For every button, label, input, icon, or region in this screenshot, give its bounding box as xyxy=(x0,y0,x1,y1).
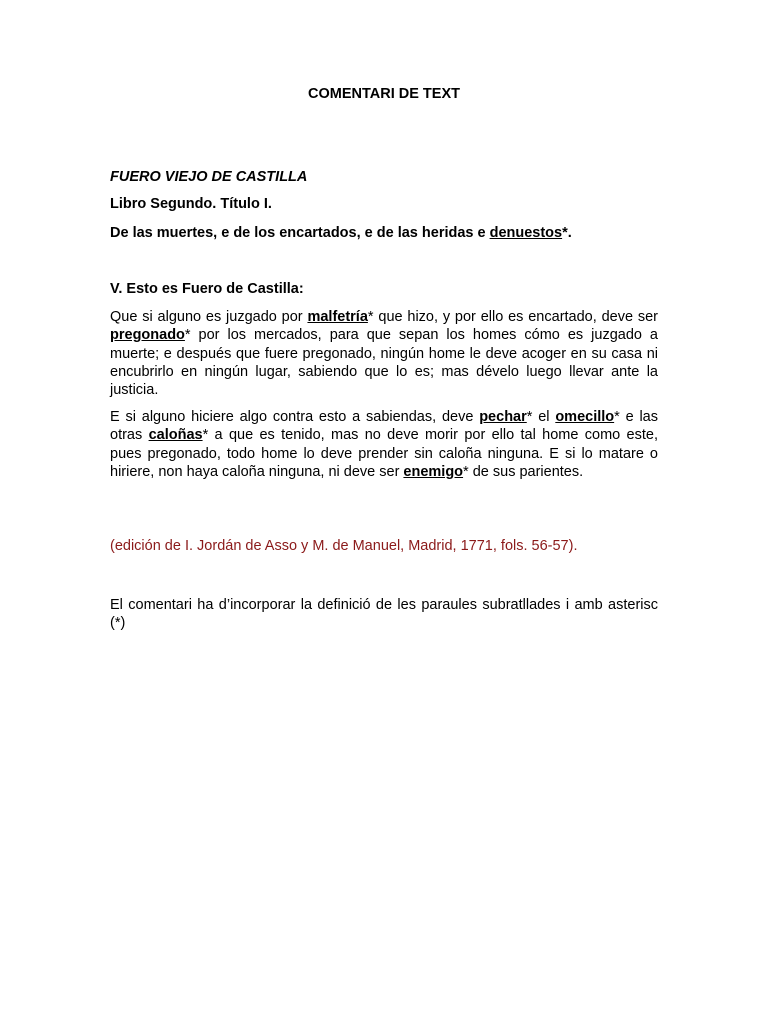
paragraph-text: E si alguno hiciere algo contra esto a sabiendas, deve xyxy=(110,409,480,425)
instruction-note: El comentari ha d’incorporar la definició de les paraules subratllades i amb asterisc (*) xyxy=(110,597,658,632)
paragraph-1 xyxy=(110,308,658,399)
paragraph-text: * e las otras xyxy=(110,409,658,444)
paragraph-text: * el xyxy=(526,409,556,425)
paragraph-text: * a que es tenido, mas no deve morir por ello tal home como este, pues pregonado, todo home lo deve prender sin caloña ninguna. E si lo matare o hiriere, non haya caloña ninguna, ni deve ser xyxy=(110,427,658,480)
document-title: COMENTARI DE TEXT xyxy=(308,86,460,102)
subtitle xyxy=(110,224,658,242)
underlined-term: denuestos xyxy=(489,225,563,241)
section-heading: V. Esto es Fuero de Castilla: xyxy=(110,281,304,297)
underlined-term: omecillo xyxy=(555,409,615,425)
paragraph-text: Que si alguno es juzgado por xyxy=(110,309,308,325)
paragraph-text: * de sus parientes. xyxy=(463,463,584,480)
paragraph-text: * por los mercados, para que sepan los homes cómo es juzgado a muerte; e después que fuere pregonado, ningún home le deve acoger en su casa ni encubrirlo en ningún lugar, sabiendo que lo es; mas dévelo luego llevar ante la justicia. xyxy=(110,327,658,399)
underlined-term: pregonado xyxy=(110,327,185,344)
subtitle-text: *. xyxy=(562,225,572,241)
underlined-term: malfetría xyxy=(307,309,368,325)
document-heading: FUERO VIEJO DE CASTILLA xyxy=(110,169,308,185)
edition-citation: (edición de I. Jordán de Asso y M. de Manuel, Madrid, 1771, fols. 56-57). xyxy=(110,538,578,554)
subtitle-text: De las muertes, e de los encartados, e de las heridas e xyxy=(110,225,490,241)
underlined-term: enemigo xyxy=(403,463,464,480)
book-title: Libro Segundo. Título I. xyxy=(110,196,272,212)
underlined-term: caloñas xyxy=(148,427,203,444)
paragraph-2 xyxy=(110,408,658,481)
paragraph-text: * que hizo, y por ello es encartado, deve ser xyxy=(367,309,659,325)
underlined-term: pechar xyxy=(479,409,527,425)
